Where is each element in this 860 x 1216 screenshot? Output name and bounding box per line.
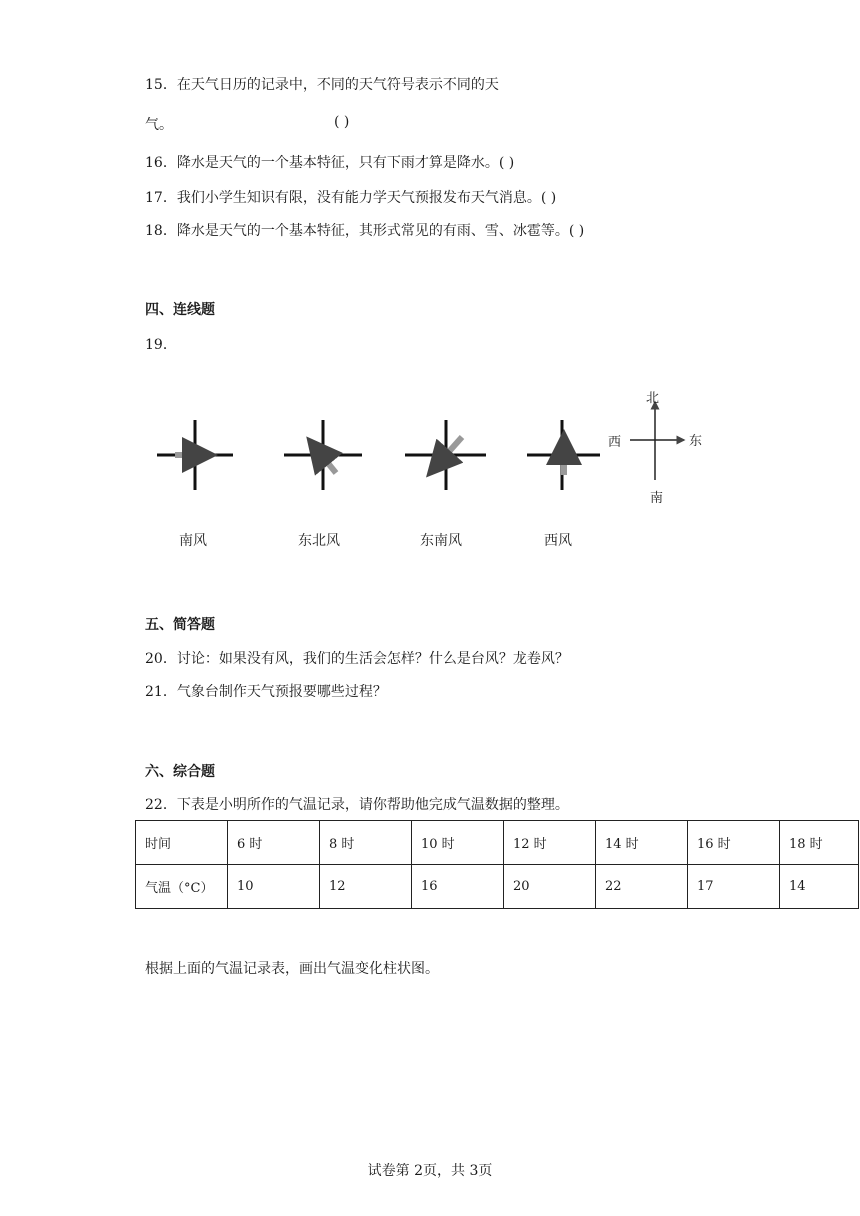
table-cell: 12 bbox=[320, 865, 412, 909]
compass-east-label: 东 bbox=[689, 434, 703, 449]
section-6-heading: 六、综合题 bbox=[145, 764, 215, 780]
table-cell: 14 bbox=[780, 865, 859, 909]
chart-instruction: 根据上面的气温记录表，画出气温变化柱状图。 bbox=[145, 961, 439, 977]
table-cell: 17 bbox=[688, 865, 780, 909]
table-cell: 10 时 bbox=[412, 821, 504, 865]
table-cell: 16 bbox=[412, 865, 504, 909]
table-cell: 22 bbox=[596, 865, 688, 909]
wind-label-west[interactable]: 西风 bbox=[544, 533, 572, 549]
table-cell: 18 时 bbox=[780, 821, 859, 865]
table-cell: 8 时 bbox=[320, 821, 412, 865]
table-cell: 6 时 bbox=[228, 821, 320, 865]
table-cell: 14 时 bbox=[596, 821, 688, 865]
question-15-line2: 气。 bbox=[145, 117, 173, 133]
table-cell: 气温（°C） bbox=[136, 865, 228, 909]
question-19: 19． bbox=[145, 337, 177, 353]
question-18: 18．降水是天气的一个基本特征，其形式常见的有雨、雪、冰雹等。( ) bbox=[145, 223, 585, 239]
section-4-heading: 四、连线题 bbox=[145, 302, 215, 318]
table-cell: 时间 bbox=[136, 821, 228, 865]
wind-vane-3[interactable] bbox=[405, 420, 486, 490]
wind-label-southeast[interactable]: 东南风 bbox=[420, 533, 462, 549]
question-16: 16．降水是天气的一个基本特征，只有下雨才算是降水。( ) bbox=[145, 155, 515, 171]
question-21: 21．气象台制作天气预报要哪些过程？ bbox=[145, 684, 387, 700]
wind-vane-1[interactable] bbox=[157, 420, 233, 490]
section-5-heading: 五、简答题 bbox=[145, 617, 215, 633]
table-cell: 12 时 bbox=[504, 821, 596, 865]
wind-vane-2[interactable] bbox=[284, 420, 362, 490]
table-row-temperature bbox=[136, 865, 859, 909]
temperature-table bbox=[135, 820, 859, 909]
table-row-time bbox=[136, 821, 859, 865]
question-22: 22．下表是小明所作的气温记录，请你帮助他完成气温数据的整理。 bbox=[145, 797, 569, 813]
wind-vane-4[interactable] bbox=[527, 420, 600, 490]
table-cell: 20 bbox=[504, 865, 596, 909]
compass-south-label: 南 bbox=[650, 491, 664, 506]
compass-rose bbox=[630, 402, 684, 480]
question-15-line1: 15．在天气日历的记录中，不同的天气符号表示不同的天 bbox=[145, 77, 499, 93]
wind-label-south[interactable]: 南风 bbox=[179, 533, 207, 549]
table-cell: 16 时 bbox=[688, 821, 780, 865]
page-footer: 试卷第 2页，共 3页 bbox=[367, 1163, 493, 1179]
wind-direction-diagram bbox=[0, 380, 860, 510]
wind-label-northeast[interactable]: 东北风 bbox=[298, 533, 340, 549]
compass-north-label: 北 bbox=[646, 391, 660, 406]
question-17: 17．我们小学生知识有限，没有能力学天气预报发布天气消息。( ) bbox=[145, 190, 557, 206]
compass-west-label: 西 bbox=[608, 435, 622, 450]
question-15-answer-blank[interactable]: ( ) bbox=[334, 114, 350, 130]
table-cell: 10 bbox=[228, 865, 320, 909]
question-20: 20．讨论：如果没有风，我们的生活会怎样？什么是台风？龙卷风？ bbox=[145, 651, 569, 667]
